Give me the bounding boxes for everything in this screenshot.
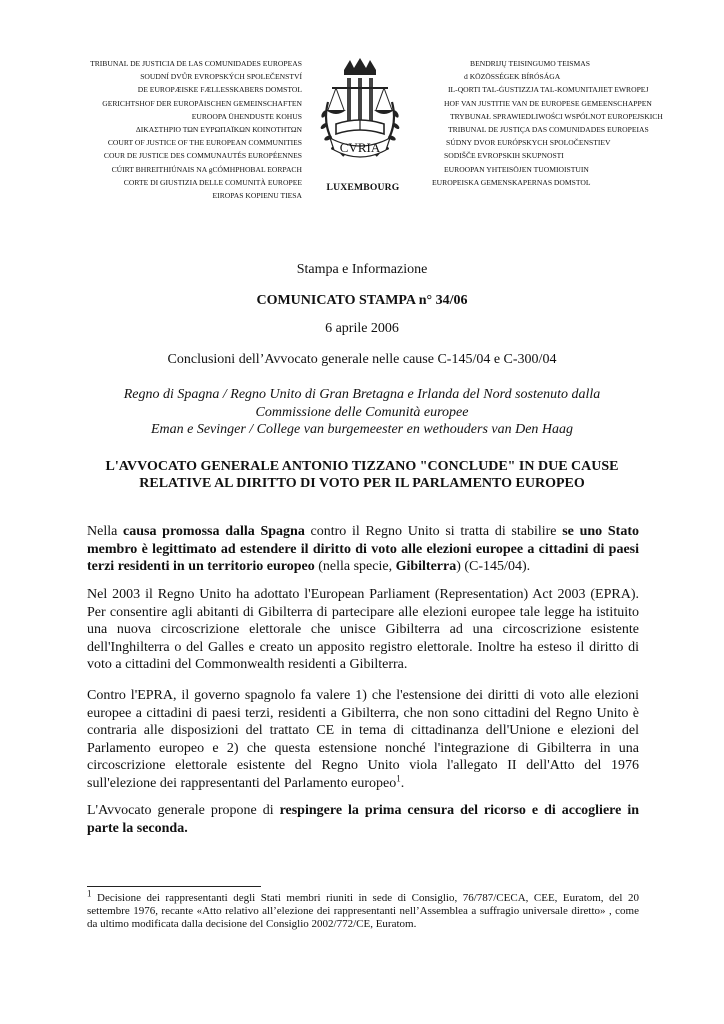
text-run: (nella specie, [314,559,396,575]
court-name: d KÖZÖSSÉGEK BÍRÓSÁGA [464,72,561,82]
bold-run: causa promossa dalla Spagna [123,524,305,539]
court-names-right [432,57,692,189]
text-run: contro il Regno Unito si tratta di stabilire [304,524,563,539]
press-release-title [60,458,664,492]
text-run: Nella [87,524,124,539]
parties-line: Commissione delle Comunità europee [255,404,469,420]
court-name: DE EUROPÆISKE FÆLLESSKABERS DOMSTOL [137,85,302,95]
court-name: TRIBUNAL DE JUSTICIA DE LAS COMUNIDADES EUROPEAS [90,59,302,68]
paragraph-2 [87,586,639,674]
paragraph-1 [87,523,639,576]
text-run: ) (C-145/04). [456,559,531,575]
footnote-text: Decisione dei rappresentanti degli Stati membri riuniti in sede di Consiglio, 76/787/CECA, CEE, Euratom, del 20 settembre 1976, recante «Atto relativo all’elezione dei rappresentanti nell’Assemblea a suffragio universale diretto» , come da ultimo modificata dalla decisione del Consiglio 2002/772/CE, Euratom. [87,892,639,931]
curia-logo [314,58,406,178]
court-name: EUROPEISKA GEMENSKAPERNAS DOMSTOL [432,177,591,187]
court-name: EUROOPA ÜHENDUSTE KOHUS [191,111,302,121]
title-line: RELATIVE AL DIRITTO DI VOTO PER IL PARLAMENTO EUROPEO [139,476,585,491]
logo-text: CVRIA [339,140,381,155]
court-name: COURT OF JUSTICE OF THE EUROPEAN COMMUNITIES [107,138,302,148]
press-office-label: Stampa e Informazione [296,262,428,277]
text-run: Contro l'EPRA, il governo spagnolo fa valere 1) che l'estensione dei diritti di voto alle elezioni europee a cittadini di paesi terzi, residenti a Gibilterra, che non sono cittadini del Regno Unito è contraria alle disposizioni del trattato CE in tema di cittadinanza dell'Unione e elezioni del Parlamento europeo e 2) che questa estensione nonché l'integrazione di Gibilterra in una circoscrizione elettorale esistente del Regno Unito viola l'allegato II dell'Atto del 1976 sull'elezione dei rappresentanti del Parlamento europeo [87,688,639,791]
court-name: COUR DE JUSTICE DES COMMUNAUTÉS EUROPÉENNES [103,151,302,161]
court-name: IL-QORTI TAL-ĠUSTIZZJA TAL-KOMUNITAJIET EWROPEJ [448,85,649,95]
court-name: BENDRIJŲ TEISINGUMO TEISMAS [470,59,590,68]
court-name: CORTE DI GIUSTIZIA DELLE COMUNITÀ EUROPEE [123,177,302,187]
court-name: TRYBUNAŁ SPRAWIEDLIWOŚCI WSPÓLNOT EUROPEJSKICH [450,111,663,121]
court-name: GERICHTSHOF DER EUROPÄISCHEN GEMEINSCHAFTEN [102,98,302,108]
footnote-separator [87,886,261,887]
bold-run: se uno Stato membro è legittimato ad estendere il diritto di voto alle elezioni europee a cittadini di paesi terzi residenti in un territorio europeo [87,524,639,575]
court-name: SODIŠČE EVROPSKIH SKUPNOSTI [444,151,564,161]
text-run: . [400,775,405,791]
bold-run: respingere la prima censura del ricorso e di accogliere in parte la seconda. [87,803,639,836]
communique-date: 6 aprile 2006 [325,321,399,336]
footnote [87,888,639,932]
court-name: CÚIRT BHREITHIÚNAIS NA gCÓMHPHOBAL EORPACH [111,164,302,174]
court-name: TRIBUNAL DE JUSTIÇA DAS COMUNIDADES EUROPEIAS [448,125,649,135]
bold-run: Gibilterra [395,559,457,575]
footnote-reference[interactable]: 1 [396,773,401,784]
court-name: SÚDNY DVOR EURÓPSKYCH SPOLOČENSTIEV [446,138,611,148]
court-name: EIROPAS KOPIENU TIESA [212,191,302,201]
court-name: SOUDNÍ DVŮR EVROPSKÝCH SPOLEČENSTVÍ [140,72,302,82]
text-run: L'Avvocato generale propone di [87,803,280,818]
footnote-number: 1 [87,888,92,899]
case-parties [60,386,664,439]
parties-line: Eman e Sevinger / College van burgemeester en wethouders van Den Haag [150,422,574,437]
paragraph-3 [87,687,639,793]
conclusions-subject: Conclusioni dell’Avvocato generale nelle cause C-145/04 e C-300/04 [167,352,557,367]
paragraph-4 [87,802,639,837]
court-name: EUROOPAN YHTEISÖJEN TUOMIOISTUIN [444,164,589,174]
communique-number: COMUNICATO STAMPA n° 34/06 [256,293,468,308]
court-name: HOF VAN JUSTITIE VAN DE EUROPESE GEMEENSCHAPPEN [444,98,652,108]
city-label: LUXEMBOURG [326,182,400,193]
title-line: L'AVVOCATO GENERALE ANTONIO TIZZANO "CONCLUDE" IN DUE CAUSE [105,459,619,474]
court-name: ΔΙΚΑΣΤΗΡΙΟ ΤΩΝ ΕΥΡΩΠΑΪΚΩΝ ΚΟΙΝΟΤΗΤΩΝ [135,125,302,135]
parties-line: Regno di Spagna / Regno Unito di Gran Bretagna e Irlanda del Nord sostenuto dalla [123,387,601,402]
court-names-left [40,57,302,202]
paragraph-text: Nel 2003 il Regno Unito ha adottato l'European Parliament (Representation) Act 2003 (EPRA). Per consentire agli abitanti di Gibilterra di partecipare alle elezioni europee tale legge ha istituito una nuova circoscrizione elettorale che unisce Gibilterra ad una circoscrizione esistente dell'Inghilterra o del Galles e creato un apposito registro elettorale. Inoltre ha esteso il diritto di voto a cittadini del Commonwealth residenti a Gibilterra. [87,587,639,673]
